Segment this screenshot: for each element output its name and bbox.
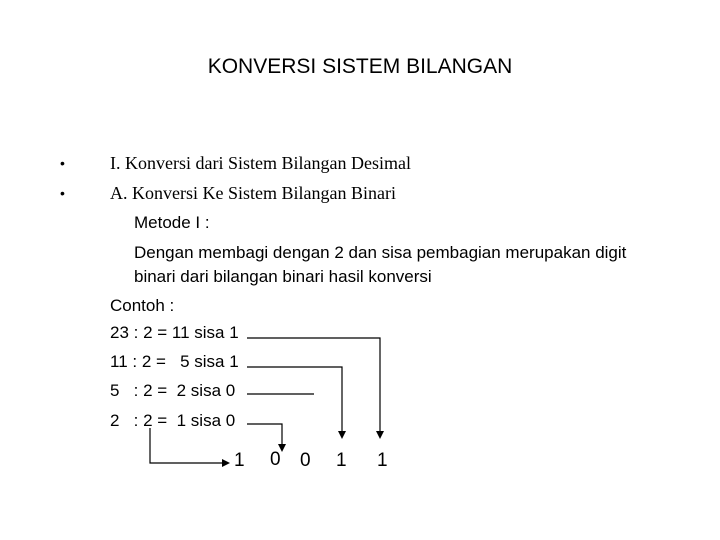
- description-line-1: Dengan membagi dengan 2 dan sisa pembagian merupakan digit: [134, 243, 627, 262]
- bullet-1: •: [60, 155, 65, 171]
- heading-1: I. Konversi dari Sistem Bilangan Desimal: [110, 153, 411, 173]
- division-step-3: 5 : 2 = 2 sisa 0: [110, 381, 236, 400]
- example-label: Contoh :: [110, 296, 175, 315]
- division-step-1: 23 : 2 = 11 sisa 1: [110, 323, 239, 342]
- result-digit-5: 1: [377, 450, 388, 471]
- result-digit-1: 1: [234, 450, 245, 471]
- bullet-2: •: [60, 185, 65, 201]
- arrow-step-2: [247, 367, 342, 437]
- description-line-2: binari dari bilangan binari hasil konversi: [134, 267, 432, 286]
- division-step-4: 2 : 2 = 1 sisa 0: [110, 411, 236, 430]
- result-digit-2: 0: [270, 449, 281, 470]
- arrow-quotient: [150, 428, 228, 463]
- heading-2: A. Konversi Ke Sistem Bilangan Binari: [110, 183, 396, 203]
- page-title: KONVERSI SISTEM BILANGAN: [207, 55, 513, 78]
- result-digit-3: 0: [300, 450, 311, 471]
- arrow-step-1: [247, 338, 380, 437]
- arrow-step-4: [247, 424, 282, 450]
- result-digit-4: 1: [336, 450, 347, 471]
- division-step-2: 11 : 2 = 5 sisa 1: [110, 352, 239, 371]
- method-title: Metode I :: [134, 213, 210, 232]
